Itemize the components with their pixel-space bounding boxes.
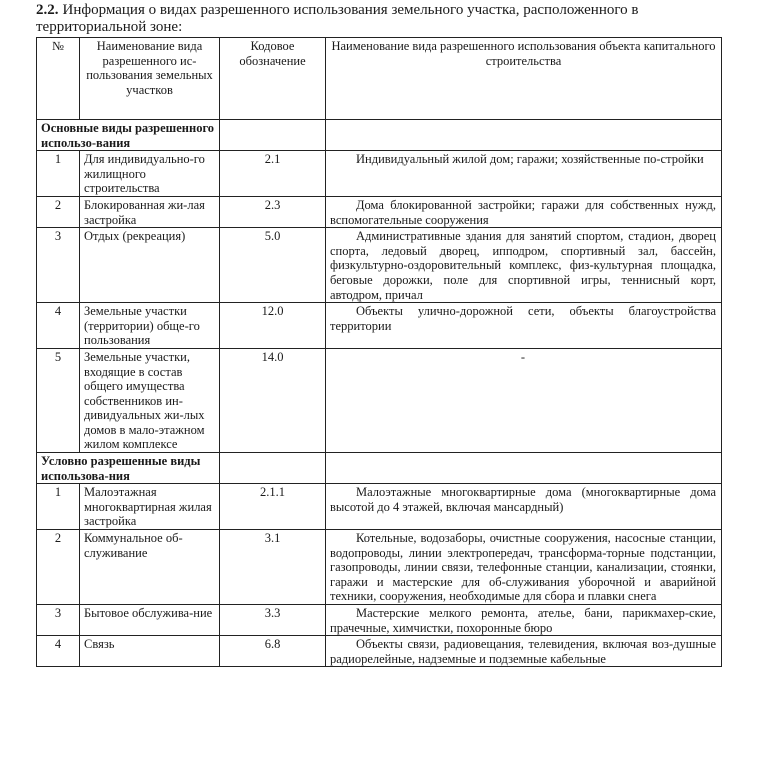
row-land-use-name: Отдых (рекреация) <box>80 228 220 303</box>
section-title: Основные виды разрешенного использо-вания <box>37 120 220 151</box>
section-empty-cell <box>326 120 722 151</box>
row-code: 3.3 <box>220 605 326 636</box>
section-row-conditional-uses <box>37 453 722 484</box>
row-code: 12.0 <box>220 303 326 349</box>
section-heading <box>36 2 736 36</box>
row-code: 2.1.1 <box>220 484 326 530</box>
row-land-use-name: Для индивидуально-го жилищного строительства <box>80 151 220 197</box>
table-row <box>37 196 722 227</box>
table-row <box>37 228 722 303</box>
row-description: Мастерские мелкого ремонта, ателье, бани, парикмахер-ские, прачечные, химчистки, похоронные бюро <box>326 605 722 636</box>
row-description: Малоэтажные многоквартирные дома (многоквартирные дома высотой до 4 этажей, включая мансардный) <box>326 484 722 530</box>
section-row-main-uses <box>37 120 722 151</box>
row-description: Дома блокированной застройки; гаражи для собственных нужд, вспомогательные сооружения <box>326 196 722 227</box>
land-use-table <box>36 37 722 667</box>
row-code: 6.8 <box>220 636 326 667</box>
row-number: 2 <box>37 196 80 227</box>
header-construction-use-name: Наименование вида разрешенного использования объекта капитального строительства <box>326 38 722 120</box>
row-code: 3.1 <box>220 530 326 605</box>
section-title: Условно разрешенные виды использова-ния <box>37 453 220 484</box>
section-empty-cell <box>220 453 326 484</box>
row-land-use-name: Коммунальное об-служивание <box>80 530 220 605</box>
row-description: Индивидуальный жилой дом; гаражи; хозяйственные по-стройки <box>326 151 722 197</box>
table-header-row <box>37 38 722 120</box>
table-row <box>37 151 722 197</box>
header-code: Кодовое обозначение <box>220 38 326 120</box>
row-number: 1 <box>37 484 80 530</box>
row-land-use-name: Блокированная жи-лая застройка <box>80 196 220 227</box>
table-row <box>37 605 722 636</box>
row-code: 5.0 <box>220 228 326 303</box>
section-number: 2.2. <box>36 2 59 18</box>
header-land-use-name: Наименование вида разрешенного ис-пользования земельных участков <box>80 38 220 120</box>
row-number: 4 <box>37 636 80 667</box>
row-number: 3 <box>37 228 80 303</box>
section-empty-cell <box>220 120 326 151</box>
section-empty-cell <box>326 453 722 484</box>
row-code: 14.0 <box>220 348 326 452</box>
row-description: Объекты связи, радиовещания, телевидения, включая воз-душные радиорелейные, надземные и подземные кабельные <box>326 636 722 667</box>
row-number: 3 <box>37 605 80 636</box>
row-land-use-name: Малоэтажная многоквартирная жилая застройка <box>80 484 220 530</box>
row-number: 5 <box>37 348 80 452</box>
row-description: - <box>326 348 722 452</box>
row-number: 4 <box>37 303 80 349</box>
row-code: 2.1 <box>220 151 326 197</box>
row-number: 1 <box>37 151 80 197</box>
row-description: Котельные, водозаборы, очистные сооружения, насосные станции, водопроводы, линии электропередач, трансформа-торные подстанции, газопроводы, линии связи, телефонные станции, канализации, стоянки, гаражи и мастерские для об-служивания уборочной и аварийной техники, сооружения, необходимые для сбора и плавки снега <box>326 530 722 605</box>
table-row <box>37 636 722 667</box>
row-land-use-name: Связь <box>80 636 220 667</box>
table-row <box>37 348 722 452</box>
section-heading-text: Информация о видах разрешенного использования земельного участка, расположенного в территориальной зоне: <box>36 2 639 35</box>
header-number: № <box>37 38 80 120</box>
table-row <box>37 530 722 605</box>
table-row <box>37 484 722 530</box>
table-row <box>37 303 722 349</box>
row-land-use-name: Бытовое обслужива-ние <box>80 605 220 636</box>
row-description: Административные здания для занятий спортом, стадион, дворец спорта, ледовый дворец, ипподром, спортивный зал, бассейн, физкультурно-оздоровительный комплекс, физ-культурная площадка, беговые дорожки, поле для спортивной игры, теннисный корт, автодром, причал <box>326 228 722 303</box>
row-land-use-name: Земельные участки (территории) обще-го пользования <box>80 303 220 349</box>
row-code: 2.3 <box>220 196 326 227</box>
row-description: Объекты улично-дорожной сети, объекты благоустройства территории <box>326 303 722 349</box>
row-land-use-name: Земельные участки, входящие в состав общего имущества собственников ин-дивидуальных жи-лых домов в мало-этажном жилом комплексе <box>80 348 220 452</box>
row-number: 2 <box>37 530 80 605</box>
